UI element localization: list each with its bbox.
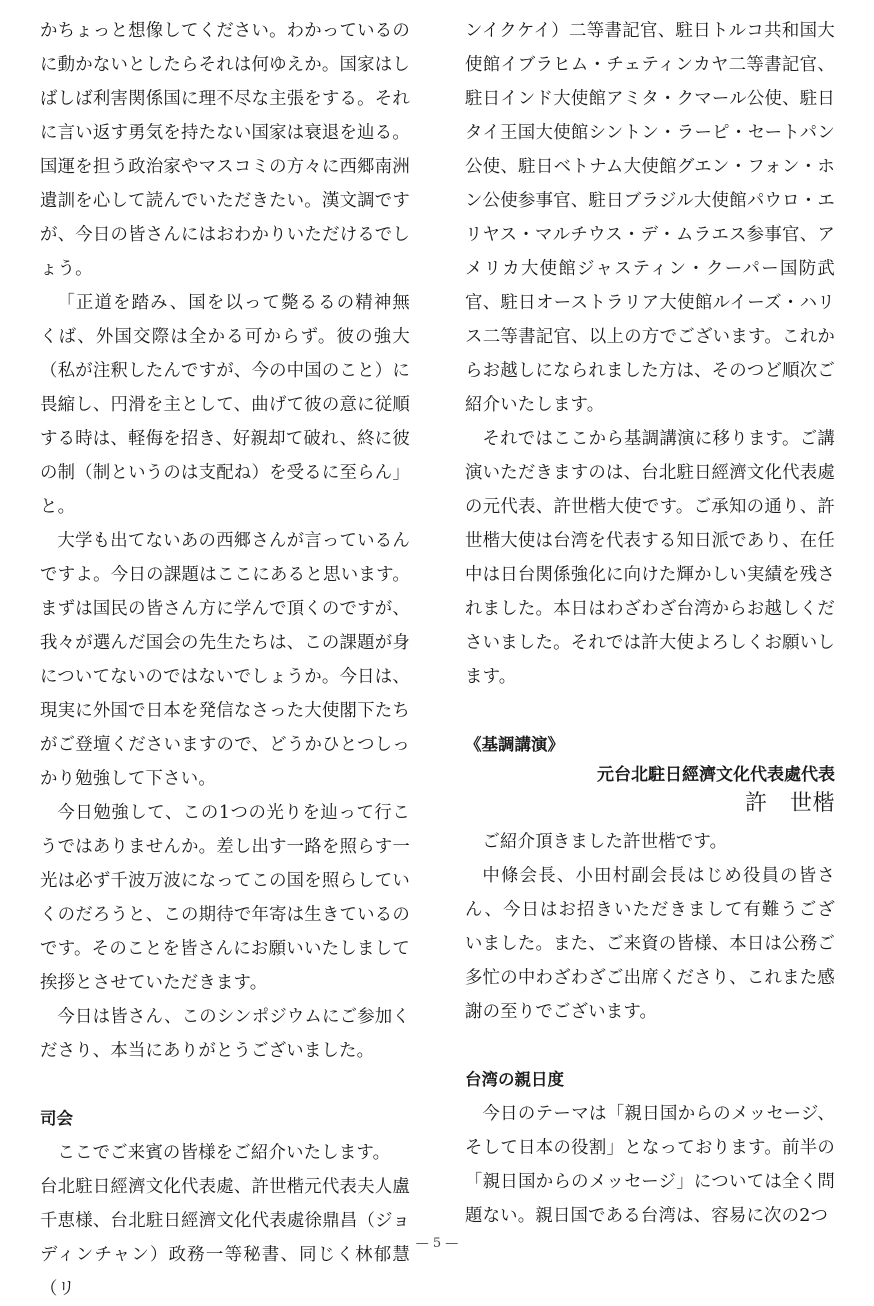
paragraph: 中條会長、小田村副会長はじめ役員の皆さん、今日はお招きいただきまして有難うございました。また、ご来資の皆様、本日は公務ご多忙の中わざわざご出席くださり、これまた感謝の至りでございます。: [465, 866, 835, 1022]
paragraph: 今日勉強して、この1つの光りを辿って行こうではありませんか。差し出す一路を照らす一光は必ず千波万波になってこの国を照らしていくのだろうと、この期待で年寄は生きているのです。そのことを皆さんにお願いいたしまして挨拶とさせていただきます。: [40, 803, 410, 993]
section-heading-mc: 司会: [40, 1109, 73, 1128]
paragraph: かちょっと想像してください。わかっているのに動かないとしたらそれは何ゆえか。国家はしばしば利害関係国に理不尽な主張をする。それに言い返す勇気を持たない国家は衰退を辿る。国運を担う政治家やマスコミの方々に西郷南洲遺訓を心して読んでいただきたい。漢文調ですが、今日の皆さんにはおわかりいただけるでしょう。: [40, 21, 410, 279]
paragraph: 台北駐日經濟文化代表處、許世楷元代表夫人盧千恵様、台北駐日經濟文化代表處徐鼎昌（ジョディンチャン）政務一等秘書、同じく林郁慧（リ: [40, 1177, 410, 1299]
left-column: [40, 14, 410, 1306]
spacer: [40, 1068, 410, 1102]
paragraph: 大学も出てないあの西郷さんが言っているんですよ。今日の課題はここにあると思います。まずは国民の皆さん方に学んで頂くのですが、我々が選んだ国会の先生たちは、この課題が身についてないのではないでしょうか。今日は、現実に外国で日本を発信なさった大使閣下たちがご登壇くださいますので、どうかひとつしっかり勉強して下さい。: [40, 531, 410, 789]
spacer: [465, 694, 835, 728]
section-heading-taiwan: 台湾の親日度: [465, 1070, 564, 1089]
paragraph: ご紹介頂きました許世楷です。: [482, 832, 728, 852]
paragraph: 今日のテーマは「親日国からのメッセージ、そして日本の役割」となっております。前半の「親日国からのメッセージ」については全く問題ない。親日国である台湾は、容易に次の2つ: [465, 1104, 835, 1226]
speaker-name: 許 世楷: [744, 791, 835, 816]
right-column: [465, 14, 835, 1233]
paragraph: ンイクケイ）二等書記官、駐日トルコ共和国大使館イブラヒム・チェティンカヤ二等書記官、駐日インド大使館アミタ・クマール公使、駐日タイ王国大使館シントン・ラーピ・セートパン公使、駐日ベトナム大使館グエン・フォン・ホン公使参事官、駐日ブラジル大使館パウロ・エリヤス・マルチウス・デ・ムラエス参事官、アメリカ大使館ジャスティン・クーパー国防武官、駐日オーストラリア大使館ルイーズ・ハリス二等書記官、以上の方でございます。これからお越しになられました方は、そのつど順次ご紹介いたします。: [465, 21, 835, 415]
paragraph: それではここから基調講演に移ります。ご講演いただきますのは、台北駐日經濟文化代表處の元代表、許世楷大使です。ご承知の通り、許世楷大使は台湾を代表する知日派であり、在任中は日台関係強化に向けた輝かしい実績を残されました。本日はわざわざ台湾からお越しくださいました。それでは許大使よろしくお願いします。: [465, 429, 835, 687]
paragraph: ここでご来賓の皆様をご紹介いたします。: [57, 1143, 391, 1163]
paragraph: 今日は皆さん、このシンポジウムにご参加くださり、本当にありがとうございました。: [40, 1007, 410, 1061]
section-heading-keynote: 《基調講演》: [465, 735, 564, 754]
spacer: [465, 1029, 835, 1063]
page-number: — 5 —: [415, 1236, 459, 1251]
speaker-title: 元台北駐日經濟文化代表處代表: [597, 765, 835, 785]
paragraph: 「正道を踏み、国を以って斃るるの精神無くば、外国交際は全かる可からず。彼の強大（私が注釈したんですが、今の中国のこと）に畏縮し、円滑を主として、曲げて彼の意に従順する時は、軽侮を招き、好親却て破れ、終に彼の制（制というのは支配ね）を受るに至らん」と。: [40, 293, 410, 517]
